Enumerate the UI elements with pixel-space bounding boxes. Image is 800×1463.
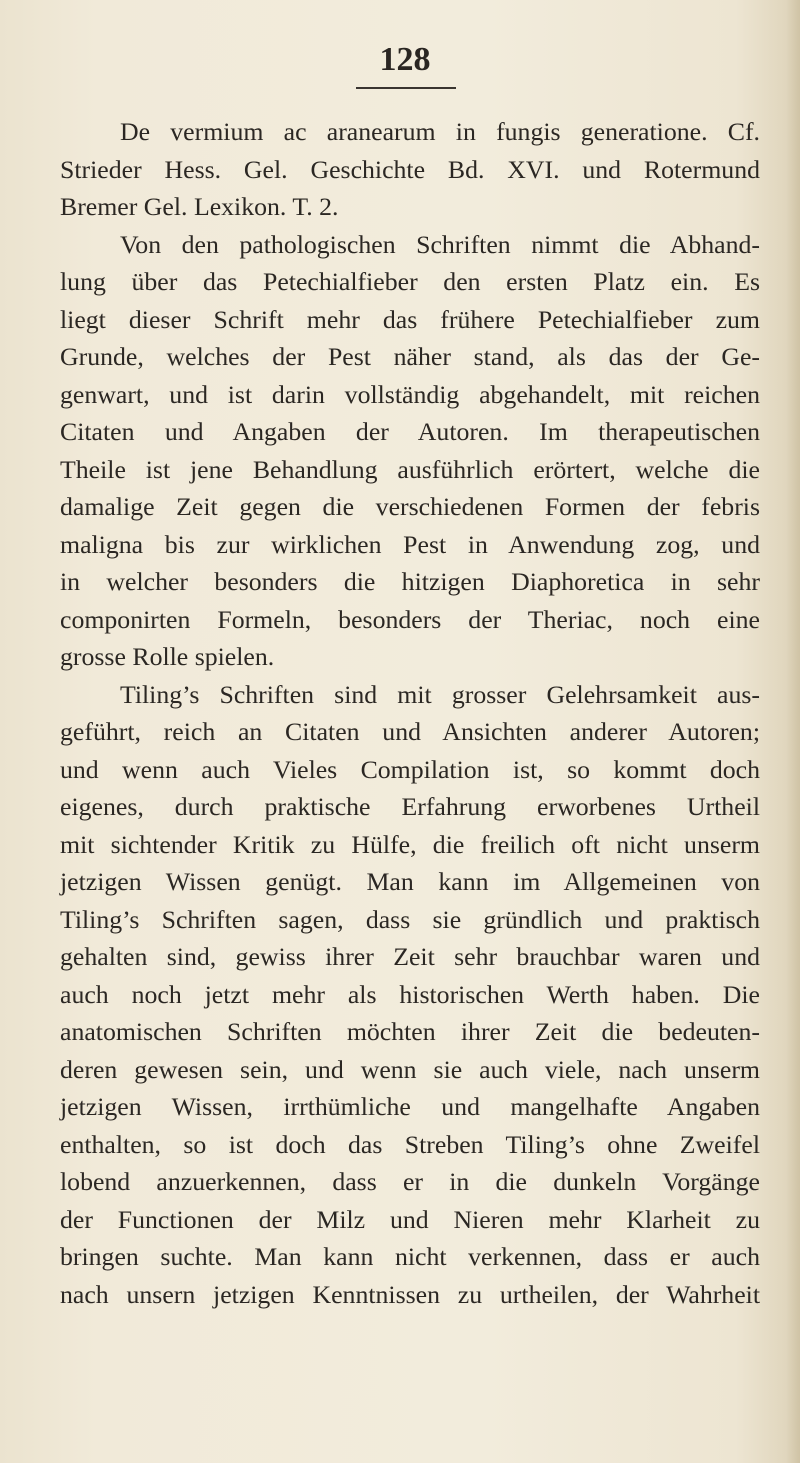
text-line: Bremer Gel. Lexikon. T. 2. <box>60 192 339 221</box>
text-line: gehalten sind, gewiss ihrer Zeit sehr brauchbar waren und <box>60 942 760 971</box>
text-line: deren gewesen sein, und wenn sie auch viele, nach unserm <box>60 1054 760 1084</box>
text-line: anatomischen Schriften möchten ihrer Zeit die bedeuten- <box>60 1017 760 1046</box>
text-line: in welcher besonders die hitzigen Diaphoretica in sehr <box>60 567 760 596</box>
text-line: bringen suchte. Man kann nicht verkennen, dass er auch <box>60 1242 760 1271</box>
text-line: Citaten und Angaben der Autoren. Im therapeutischen <box>60 417 760 446</box>
text-line: Tiling’s Schriften sind mit grosser Gelehrsamkeit aus- <box>120 679 760 709</box>
text-line: Tiling’s Schriften sagen, dass sie gründlich und praktisch <box>60 904 760 934</box>
text-line: auch noch jetzt mehr als historischen Werth haben. Die <box>60 979 760 1009</box>
text-line: eigenes, durch praktische Erfahrung erworbenes Urtheil <box>60 792 760 821</box>
text-line: Strieder Hess. Gel. Geschichte Bd. XVI. und Rotermund <box>60 154 760 184</box>
text-line: mit sichtender Kritik zu Hülfe, die freilich oft nicht unserm <box>60 829 760 859</box>
text-line: De vermium ac aranearum in fungis generatione. Cf. <box>120 117 760 146</box>
text-line: lobend anzuerkennen, dass er in die dunkeln Vorgänge <box>60 1167 760 1196</box>
text-line: Grunde, welches der Pest näher stand, als das der Ge- <box>60 342 760 371</box>
text-line: liegt dieser Schrift mehr das frühere Petechialfieber zum <box>60 304 760 334</box>
text-line: jetzigen Wissen, irrthümliche und mangelhafte Angaben <box>60 1092 760 1121</box>
text-line: enthalten, so ist doch das Streben Tiling’s ohne Zweifel <box>60 1129 760 1159</box>
text-line: jetzigen Wissen genügt. Man kann im Allgemeinen von <box>60 867 760 896</box>
text-line: damalige Zeit gegen die verschiedenen Formen der febris <box>60 492 760 521</box>
text-line: componirten Formeln, besonders der Theriac, noch eine <box>60 604 760 634</box>
text-line: Von den pathologischen Schriften nimmt die Abhand- <box>120 229 760 259</box>
page-number: 128 <box>379 41 431 78</box>
text-line: der Functionen der Milz und Nieren mehr Klarheit zu <box>60 1204 760 1234</box>
text-line: nach unsern jetzigen Kenntnissen zu urtheilen, der Wahrheit <box>60 1279 760 1309</box>
page-number-underline <box>356 87 456 89</box>
text-line: lung über das Petechialfieber den ersten Platz ein. Es <box>60 267 760 296</box>
text-line: maligna bis zur wirklichen Pest in Anwendung zog, und <box>60 529 760 559</box>
text-line: Theile ist jene Behandlung ausführlich erörtert, welche die <box>60 454 760 484</box>
text-line: und wenn auch Vieles Compilation ist, so kommt doch <box>60 754 760 784</box>
body-text <box>60 113 760 1313</box>
text-line: genwart, und ist darin vollständig abgehandelt, mit reichen <box>60 379 760 409</box>
text-line: grosse Rolle spielen. <box>60 642 275 671</box>
page-edge-shadow <box>786 0 800 1463</box>
text-line: geführt, reich an Citaten und Ansichten anderer Autoren; <box>60 717 760 746</box>
